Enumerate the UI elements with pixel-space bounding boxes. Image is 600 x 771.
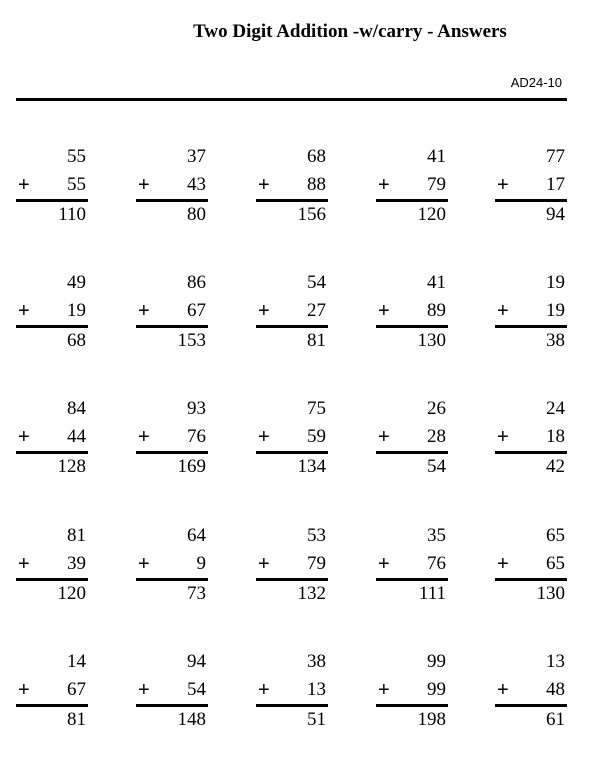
sum-answer: 128 [57, 456, 86, 477]
sum-answer: 61 [546, 709, 565, 730]
bottom-addend: 67 [187, 300, 206, 321]
top-addend: 64 [187, 525, 206, 546]
top-addend: 84 [67, 398, 86, 419]
sum-bar [256, 704, 328, 707]
sum-answer: 153 [177, 330, 206, 351]
plus-sign: + [378, 174, 390, 196]
plus-sign: + [18, 553, 30, 575]
addition-problem [495, 525, 567, 617]
bottom-addend: 54 [187, 679, 206, 700]
addition-problem [136, 272, 208, 364]
sum-answer: 134 [297, 456, 326, 477]
sum-bar [16, 451, 88, 454]
plus-sign: + [138, 679, 150, 701]
sum-answer: 38 [546, 330, 565, 351]
sum-bar [136, 325, 208, 328]
bottom-addend: 88 [307, 174, 326, 195]
sum-answer: 111 [418, 583, 446, 604]
sum-bar [495, 578, 567, 581]
sum-bar [256, 199, 328, 202]
bottom-addend: 18 [546, 426, 565, 447]
sum-bar [136, 578, 208, 581]
addition-problem [256, 272, 328, 364]
sum-bar [376, 199, 448, 202]
top-addend: 86 [187, 272, 206, 293]
plus-sign: + [378, 300, 390, 322]
sum-bar [136, 704, 208, 707]
sum-bar [256, 578, 328, 581]
plus-sign: + [18, 426, 30, 448]
bottom-addend: 17 [546, 174, 565, 195]
sum-answer: 81 [67, 709, 86, 730]
top-addend: 41 [427, 272, 446, 293]
bottom-addend: 76 [427, 553, 446, 574]
bottom-addend: 59 [307, 426, 326, 447]
plus-sign: + [497, 300, 509, 322]
top-addend: 68 [307, 146, 326, 167]
addition-problem [495, 146, 567, 238]
addition-problem [16, 398, 88, 490]
top-addend: 41 [427, 146, 446, 167]
sum-bar [256, 325, 328, 328]
bottom-addend: 44 [67, 426, 86, 447]
plus-sign: + [18, 679, 30, 701]
addition-problem [376, 398, 448, 490]
bottom-addend: 43 [187, 174, 206, 195]
plus-sign: + [258, 174, 270, 196]
bottom-addend: 27 [307, 300, 326, 321]
plus-sign: + [138, 174, 150, 196]
bottom-addend: 65 [546, 553, 565, 574]
sum-answer: 68 [67, 330, 86, 351]
top-addend: 13 [546, 651, 565, 672]
top-addend: 93 [187, 398, 206, 419]
bottom-addend: 89 [427, 300, 446, 321]
sum-answer: 169 [177, 456, 206, 477]
top-addend: 94 [187, 651, 206, 672]
plus-sign: + [138, 553, 150, 575]
sum-bar [376, 325, 448, 328]
addition-problem [136, 146, 208, 238]
worksheet-title: Two Digit Addition -w/carry - Answers [193, 21, 507, 42]
addition-problem [136, 651, 208, 743]
sum-bar [136, 451, 208, 454]
addition-problem [256, 651, 328, 743]
bottom-addend: 19 [546, 300, 565, 321]
top-addend: 38 [307, 651, 326, 672]
sum-answer: 120 [417, 204, 446, 225]
top-addend: 99 [427, 651, 446, 672]
top-addend: 77 [546, 146, 565, 167]
top-addend: 19 [546, 272, 565, 293]
sum-answer: 198 [417, 709, 446, 730]
bottom-addend: 9 [196, 553, 206, 574]
plus-sign: + [18, 174, 30, 196]
bottom-addend: 79 [427, 174, 446, 195]
sum-answer: 148 [177, 709, 206, 730]
addition-problem [376, 272, 448, 364]
sum-bar [376, 578, 448, 581]
top-addend: 55 [67, 146, 86, 167]
bottom-addend: 55 [67, 174, 86, 195]
bottom-addend: 76 [187, 426, 206, 447]
sum-answer: 81 [307, 330, 326, 351]
sum-answer: 80 [187, 204, 206, 225]
bottom-addend: 13 [307, 679, 326, 700]
sum-bar [16, 704, 88, 707]
addition-problem [376, 651, 448, 743]
sum-answer: 51 [307, 709, 326, 730]
addition-problem [495, 272, 567, 364]
sum-bar [376, 704, 448, 707]
sum-bar [495, 199, 567, 202]
top-addend: 54 [307, 272, 326, 293]
sum-answer: 110 [58, 204, 86, 225]
plus-sign: + [258, 426, 270, 448]
addition-problem [495, 651, 567, 743]
top-addend: 53 [307, 525, 326, 546]
plus-sign: + [497, 679, 509, 701]
sum-bar [136, 199, 208, 202]
plus-sign: + [497, 553, 509, 575]
sum-bar [495, 325, 567, 328]
addition-problem [16, 272, 88, 364]
bottom-addend: 99 [427, 679, 446, 700]
worksheet-code: AD24-10 [510, 75, 562, 90]
bottom-addend: 67 [67, 679, 86, 700]
addition-problem [376, 146, 448, 238]
addition-problem [16, 146, 88, 238]
plus-sign: + [258, 553, 270, 575]
addition-problem [376, 525, 448, 617]
sum-bar [495, 704, 567, 707]
top-addend: 65 [546, 525, 565, 546]
sum-bar [376, 451, 448, 454]
bottom-addend: 48 [546, 679, 565, 700]
sum-bar [16, 199, 88, 202]
sum-answer: 73 [187, 583, 206, 604]
plus-sign: + [258, 679, 270, 701]
bottom-addend: 28 [427, 426, 446, 447]
top-addend: 26 [427, 398, 446, 419]
sum-bar [16, 578, 88, 581]
top-addend: 35 [427, 525, 446, 546]
addition-problem [256, 146, 328, 238]
plus-sign: + [258, 300, 270, 322]
addition-problem [256, 525, 328, 617]
plus-sign: + [138, 426, 150, 448]
sum-answer: 54 [427, 456, 446, 477]
plus-sign: + [138, 300, 150, 322]
top-addend: 49 [67, 272, 86, 293]
sum-answer: 42 [546, 456, 565, 477]
addition-problem [256, 398, 328, 490]
sum-answer: 130 [417, 330, 446, 351]
plus-sign: + [378, 553, 390, 575]
top-addend: 24 [546, 398, 565, 419]
bottom-addend: 79 [307, 553, 326, 574]
addition-problem [136, 398, 208, 490]
top-addend: 37 [187, 146, 206, 167]
plus-sign: + [378, 679, 390, 701]
addition-problem [495, 398, 567, 490]
addition-problem [16, 525, 88, 617]
addition-problem [136, 525, 208, 617]
bottom-addend: 39 [67, 553, 86, 574]
sum-bar [256, 451, 328, 454]
top-addend: 14 [67, 651, 86, 672]
plus-sign: + [18, 300, 30, 322]
sum-answer: 94 [546, 204, 565, 225]
addition-problem [16, 651, 88, 743]
sum-answer: 130 [536, 583, 565, 604]
sum-answer: 120 [57, 583, 86, 604]
top-addend: 81 [67, 525, 86, 546]
sum-bar [495, 451, 567, 454]
sum-answer: 132 [297, 583, 326, 604]
plus-sign: + [378, 426, 390, 448]
bottom-addend: 19 [67, 300, 86, 321]
plus-sign: + [497, 426, 509, 448]
plus-sign: + [497, 174, 509, 196]
sum-answer: 156 [297, 204, 326, 225]
top-addend: 75 [307, 398, 326, 419]
sum-bar [16, 325, 88, 328]
